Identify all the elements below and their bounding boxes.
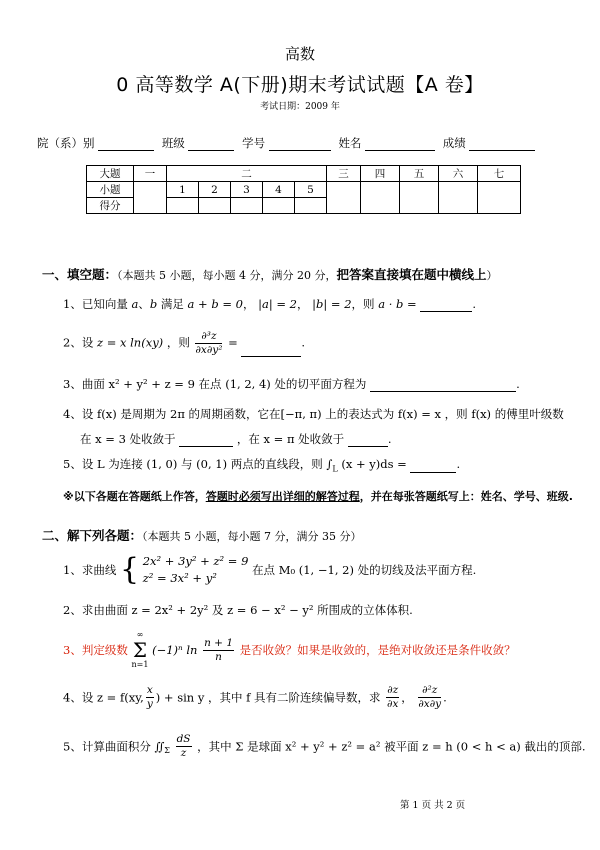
fraction-denominator: n: [215, 650, 222, 663]
q1-eq3: |b| = 2: [312, 297, 352, 311]
q5-end: .: [456, 457, 461, 471]
series-term: (−1)ⁿ ln: [152, 643, 198, 657]
section-2-note: （本题共 5 小题，每小题 7 分，满分 35 分）: [142, 530, 362, 543]
q2-end: .: [301, 335, 306, 350]
equation-system: [143, 553, 249, 587]
equation-a: 2x² + 3y² + z² = 9: [142, 554, 249, 568]
class-blank: [188, 138, 234, 151]
fraction-numerator: ∂³z: [195, 330, 222, 344]
section-1-title: [42, 265, 498, 283]
q5-text-2: (x + y)ds =: [341, 457, 407, 471]
s2q5-lead: 5、计算曲面积分 ∬: [63, 739, 165, 754]
q1-lead: 1、已知向量: [63, 297, 128, 311]
partial-derivative-fraction: [195, 330, 222, 357]
row-label-score: 得分: [87, 198, 134, 214]
answer-blank[interactable]: [370, 379, 516, 392]
major-col-1: 一: [134, 166, 167, 182]
d2z-dxdy-fraction: [418, 684, 441, 711]
grade-table: [86, 165, 521, 214]
major-col-7: 七: [478, 166, 521, 182]
name-blank: [365, 138, 435, 151]
ds-over-z-fraction: [176, 733, 192, 760]
score-cell: [167, 198, 199, 214]
major-col-4: 四: [361, 166, 400, 182]
s1-question-4-line1: 4、设 f(x) 是周期为 2π 的周期函数，它在[−π, π) 上的表达式为 f(x) = x ，则 f(x) 的傅里叶级数: [63, 407, 564, 421]
row-label-minor: 小题: [87, 182, 134, 198]
s2-question-2: 2、求由曲面 z = 2x² + 2y² 及 z = 6 − x² − y² 所围成的立体体积.: [63, 603, 413, 617]
s1-question-1: [63, 296, 476, 312]
fraction-numerator: x: [146, 684, 153, 696]
row-label-major: 大题: [87, 166, 134, 182]
minor-col-1: 1: [167, 182, 199, 198]
vector-b: b: [149, 297, 158, 311]
q1-cond: 满足: [160, 297, 184, 311]
s2-question-1: [63, 553, 476, 587]
answer-blank[interactable]: [241, 344, 301, 357]
fraction-numerator: dS: [176, 733, 191, 745]
student-info-row: [37, 135, 539, 151]
score-cell: [295, 198, 327, 214]
major-col-3: 三: [327, 166, 361, 182]
answer-blank[interactable]: [179, 434, 233, 447]
q4-end: .: [387, 432, 392, 446]
q4-part-a: 在 x = 3 处收敛于: [80, 432, 176, 446]
q2-lead: 2、设: [63, 335, 94, 350]
integral-subscript: L: [332, 464, 338, 474]
x-over-y-fraction: [146, 684, 154, 711]
notice-part-c: ，并在每张答题纸写上：姓名、学号、班级.: [359, 490, 573, 503]
score-blank: [469, 138, 535, 151]
student-id-blank: [269, 138, 331, 151]
minor-col-2: 2: [199, 182, 231, 198]
q1-then: ，则: [351, 297, 375, 311]
score-cell: [478, 182, 521, 214]
s2-question-5: [63, 733, 586, 760]
fraction-denominator: z: [180, 747, 187, 759]
q1-and: 、: [138, 297, 150, 311]
section-1-heading: 一、填空题：: [42, 267, 118, 282]
major-col-2: 二: [167, 166, 327, 182]
s2q3-lead: 3、判定级数: [63, 643, 128, 657]
series-fraction: [203, 637, 234, 664]
s2q4-lead: 4、设 z = f(xy,: [63, 690, 144, 705]
s1-question-2: [63, 330, 305, 357]
major-col-5: 五: [400, 166, 439, 182]
s2-question-3: [63, 630, 516, 670]
minor-col-4: 4: [263, 182, 295, 198]
fraction-denominator: y: [146, 698, 153, 710]
section-1-note-close: ）: [486, 269, 498, 282]
s2q4-end: .: [443, 690, 447, 705]
answer-blank[interactable]: [410, 460, 456, 473]
score-cell: [439, 182, 478, 214]
score-cell: [361, 182, 400, 214]
q2-then: ，则: [166, 335, 190, 350]
integral-subscript: Σ: [164, 745, 170, 755]
equation-b: z² = 3x² + y²: [142, 571, 217, 585]
student-id-label: 学号: [242, 136, 266, 150]
major-col-6: 六: [439, 166, 478, 182]
answer-blank[interactable]: [420, 299, 472, 312]
sum-upper-limit: ∞: [136, 630, 144, 639]
fraction-denominator: ∂x∂y²: [195, 344, 223, 356]
score-label: 成绩: [442, 136, 466, 150]
q1-eq2: |a| = 2: [258, 297, 297, 311]
fraction-numerator: ∂²z: [418, 684, 441, 698]
s2q3-tail: 是否收敛？如果是收敛的，是绝对收敛还是条件收敛？: [239, 643, 516, 657]
q1-sep2: ，: [297, 297, 309, 311]
fraction-denominator: ∂x∂y: [418, 698, 442, 710]
section-1-emphasis: 把答案直接填在题中横线上: [336, 267, 487, 282]
answer-notice: [63, 488, 573, 504]
section-2-title: [42, 526, 362, 544]
s2q1-lead: 1、求曲线: [63, 563, 117, 577]
fraction-numerator: n + 1: [204, 636, 233, 649]
s2q4-middle: ) + sin y ，其中 f 具有二阶连续偏导数，求: [155, 690, 381, 705]
s2-question-4: [63, 684, 447, 711]
q3-end: .: [516, 377, 520, 391]
sum-symbol: [131, 630, 148, 670]
notice-part-a: ※以下各题在答题纸上作答，: [63, 490, 206, 503]
s2q5-tail: ，其中 Σ 是球面 x² + y² + z² = a² 被平面 z = h (0 < h < a) 截出的顶部.: [197, 739, 586, 754]
section-1-note: （本题共 5 小题，每小题 4 分，满分 20 分，: [117, 269, 337, 282]
q4-part-b: ，在 x = π 处收敛于: [236, 432, 345, 446]
minor-col-3: 3: [231, 182, 263, 198]
score-cell: [263, 198, 295, 214]
name-label: 姓名: [338, 136, 362, 150]
q2-eq: =: [228, 335, 238, 350]
dept-label: 院（系）别: [37, 136, 95, 150]
score-cell: [327, 182, 361, 214]
score-cell: [231, 198, 263, 214]
top-label: 高数: [284, 45, 315, 63]
sigma-icon: Σ: [132, 638, 148, 662]
s1-question-5: [63, 456, 460, 473]
sum-lower-limit: n=1: [131, 660, 149, 669]
score-cell: [400, 182, 439, 214]
fraction-numerator: ∂z: [387, 684, 399, 696]
fraction-denominator: ∂x: [387, 698, 399, 710]
score-cell: [199, 198, 231, 214]
q3-text: 3、曲面 x² + y² + z = 9 在点 (1, 2, 4) 处的切平面方程为: [63, 377, 367, 391]
dept-blank: [98, 138, 154, 151]
exam-date: 考试日期：2009 年: [260, 102, 340, 112]
vector-a: a: [131, 297, 139, 311]
q1-dot-product: a · b =: [378, 297, 417, 311]
minor-col-5: 5: [295, 182, 327, 198]
score-cell: [134, 182, 167, 214]
brace-icon: {: [119, 552, 140, 587]
s2q4-sep: ，: [401, 690, 413, 705]
q1-sep1: ，: [242, 297, 255, 311]
notice-emphasis: 答题时必须写出详细的解答过程: [205, 490, 360, 503]
class-label: 班级: [161, 136, 185, 150]
s1-question-4-line2: [80, 431, 392, 447]
exam-title: 0 高等数学 A(下册)期末考试试题【A 卷】: [116, 74, 484, 96]
dz-dx-fraction: [386, 684, 399, 711]
q1-end: .: [472, 297, 476, 311]
q1-eq1: a + b = 0: [187, 297, 243, 311]
s2q1-tail: 在点 M₀ (1, −1, 2) 处的切线及法平面方程.: [252, 563, 477, 577]
section-2-heading: 二、解下列各题：: [42, 528, 143, 543]
q5-text: 5、设 L 为连接 (1, 0) 与 (0, 1) 两点的直线段，则 ∫: [63, 457, 333, 471]
answer-blank[interactable]: [348, 434, 388, 447]
q2-expression: z = x ln(xy): [96, 335, 164, 350]
page-footer: 第 1 页 共 2 页: [400, 800, 466, 811]
s1-question-3: [63, 376, 520, 392]
